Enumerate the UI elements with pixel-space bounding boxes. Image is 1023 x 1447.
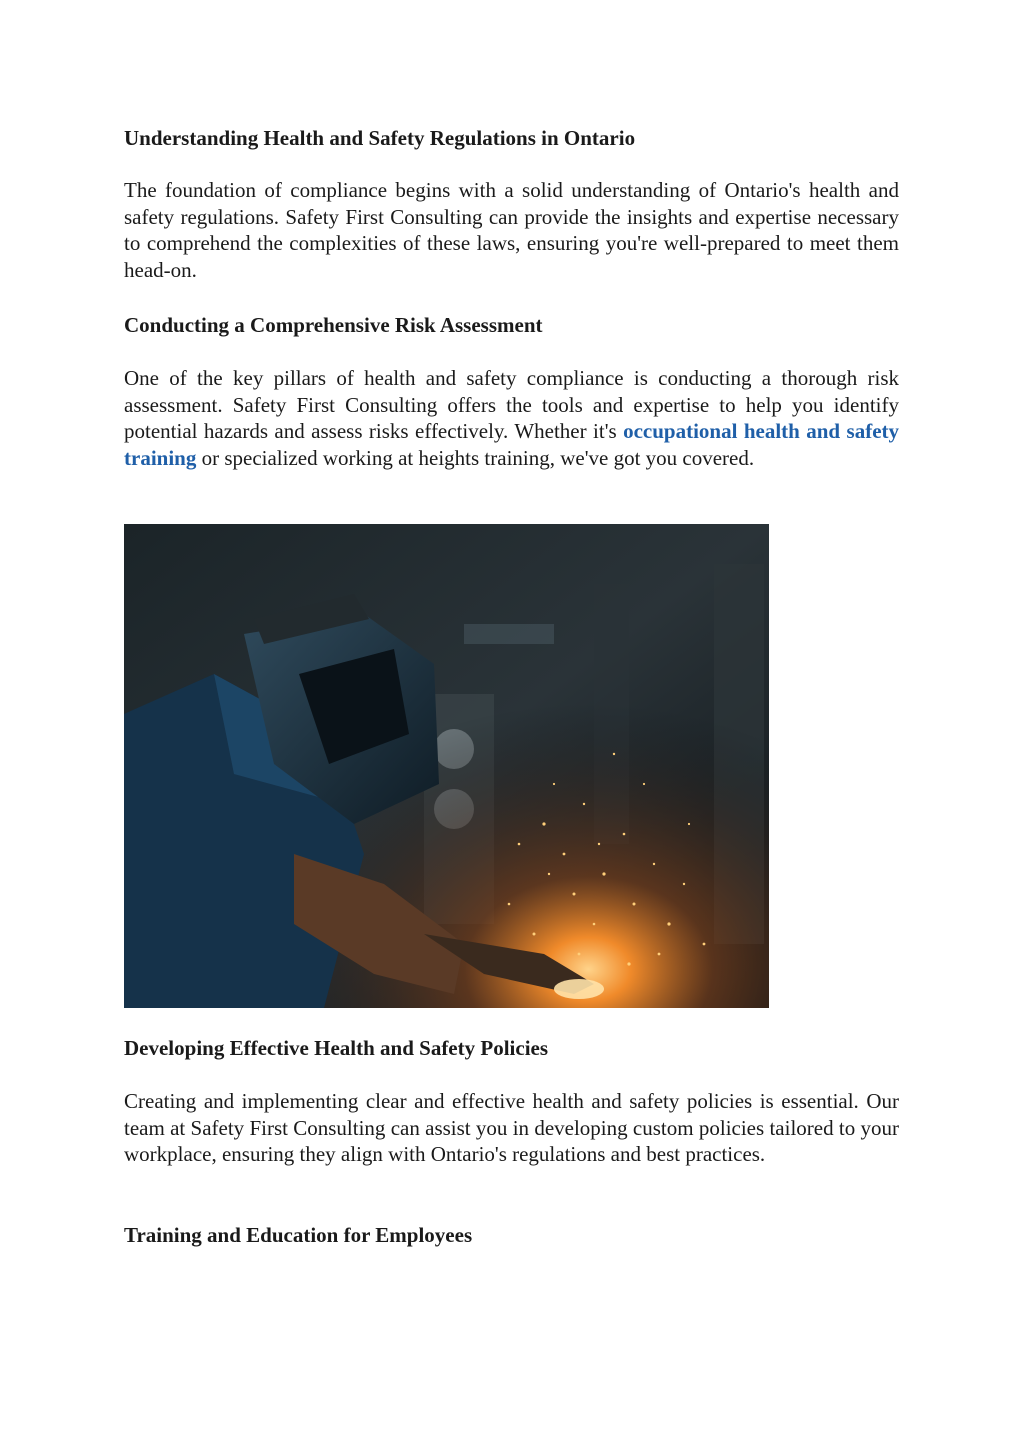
occupational-training-link[interactable]: occupational health and safety training [124, 419, 900, 471]
section-body-regulations: The foundation of compliance begins with a solid understanding of Ontario's health and safety regulations. Safety First Consulting can provide the insights and expertise necessary to comprehend the complexities of these laws, ensuring you're well-prepared to meet them head-on. [124, 178, 899, 283]
section-body-policies: Creating and implementing clear and effective health and safety policies is essential. Our team at Safety First Consulting can assist you in developing custom policies tailored to your workplace, ensuring they align with Ontario's regulations and best practices. [124, 1089, 899, 1167]
section-heading-regulations: Understanding Health and Safety Regulations in Ontario [124, 126, 636, 150]
body-text-after-link: or specialized working at heights training, we've got you covered. [196, 446, 755, 471]
section-heading-risk-assessment: Conducting a Comprehensive Risk Assessment [124, 313, 543, 337]
section-body-risk-assessment [124, 365, 899, 472]
welder-photo [124, 524, 769, 1008]
section-heading-policies: Developing Effective Health and Safety Policies [124, 1036, 549, 1060]
body-text-before-link: One of the key pillars of health and safety compliance is conducting a thorough risk assessment. Safety First Consulting offers the tools and expertise to help you identify potential hazards and assess risks effectively. Whether it's [124, 366, 899, 444]
section-heading-training: Training and Education for Employees [124, 1223, 473, 1247]
